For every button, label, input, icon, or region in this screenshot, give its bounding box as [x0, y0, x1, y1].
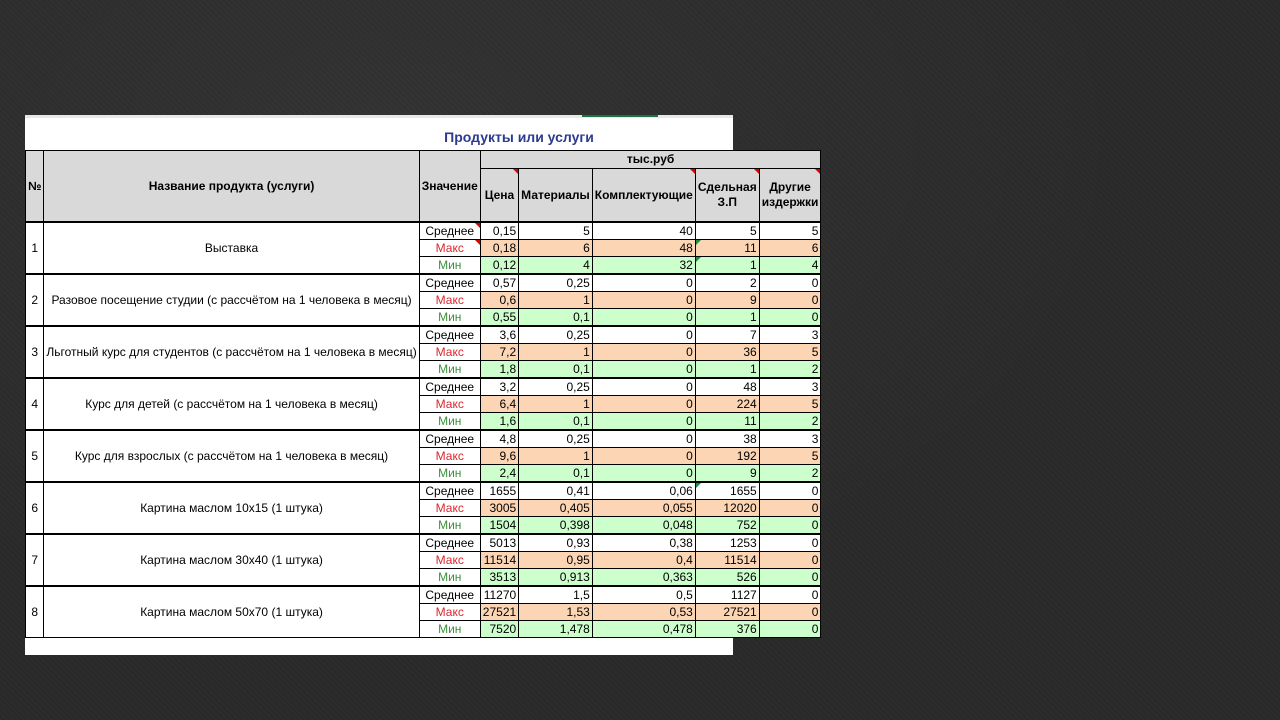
data-cell[interactable]: 6: [759, 240, 821, 257]
table-row: [26, 274, 821, 292]
data-cell[interactable]: 0,53: [592, 604, 695, 621]
value-type-avg[interactable]: Среднее: [419, 378, 480, 396]
header-materials[interactable]: Материалы: [519, 169, 593, 223]
header-piecework[interactable]: Сдельная З.П: [695, 169, 759, 223]
data-cell[interactable]: 0: [759, 482, 821, 500]
data-cell[interactable]: 3: [759, 326, 821, 344]
data-cell[interactable]: 1: [519, 448, 593, 465]
data-cell[interactable]: 4: [519, 257, 593, 275]
data-cell[interactable]: 0: [759, 569, 821, 587]
value-type-max[interactable]: Макс: [419, 344, 480, 361]
data-cell[interactable]: 27521: [480, 604, 518, 621]
data-cell[interactable]: 0,95: [519, 552, 593, 569]
table-row: [26, 378, 821, 396]
data-cell[interactable]: 11270: [480, 586, 518, 604]
data-cell[interactable]: 0,363: [592, 569, 695, 587]
spreadsheet: [25, 115, 819, 655]
value-type-avg[interactable]: Среднее: [419, 534, 480, 552]
data-cell[interactable]: 2: [759, 361, 821, 379]
data-cell[interactable]: 1: [519, 344, 593, 361]
data-cell[interactable]: 0,048: [592, 517, 695, 535]
value-type-min[interactable]: Мин: [419, 465, 480, 483]
value-type-min[interactable]: Мин: [419, 361, 480, 379]
data-cell[interactable]: 0,25: [519, 430, 593, 448]
value-type-min[interactable]: Мин: [419, 621, 480, 638]
data-cell[interactable]: 0: [592, 465, 695, 483]
value-type-avg[interactable]: Среднее: [419, 586, 480, 604]
data-cell[interactable]: 0,4: [592, 552, 695, 569]
data-cell[interactable]: 1,5: [519, 586, 593, 604]
value-type-min[interactable]: Мин: [419, 257, 480, 275]
value-type-avg[interactable]: Среднее: [419, 430, 480, 448]
data-cell[interactable]: 0,41: [519, 482, 593, 500]
product-name[interactable]: Курс для детей (с рассчётом на 1 человека в месяц): [44, 378, 419, 430]
data-cell[interactable]: 4,8: [480, 430, 518, 448]
data-cell[interactable]: 1,53: [519, 604, 593, 621]
value-type-max[interactable]: Макс: [419, 500, 480, 517]
data-cell[interactable]: 0: [592, 430, 695, 448]
data-cell[interactable]: 0: [592, 378, 695, 396]
data-cell[interactable]: 0,6: [480, 292, 518, 309]
value-type-max[interactable]: Макс: [419, 552, 480, 569]
product-name[interactable]: Картина маслом 50х70 (1 штука): [44, 586, 419, 638]
header-other[interactable]: Другие издержки: [759, 169, 821, 223]
data-cell[interactable]: 0: [759, 309, 821, 327]
data-cell[interactable]: 0,055: [592, 500, 695, 517]
data-cell[interactable]: 1: [519, 292, 593, 309]
product-name[interactable]: Картина маслом 10х15 (1 штука): [44, 482, 419, 534]
data-cell[interactable]: 1: [695, 361, 759, 379]
data-cell[interactable]: 0,1: [519, 413, 593, 431]
data-cell[interactable]: 0: [759, 534, 821, 552]
data-cell[interactable]: 1,6: [480, 413, 518, 431]
data-cell[interactable]: 2: [759, 465, 821, 483]
data-cell[interactable]: 2,4: [480, 465, 518, 483]
data-cell[interactable]: 0,1: [519, 361, 593, 379]
header-value[interactable]: Значение: [419, 151, 480, 223]
data-cell[interactable]: 0,405: [519, 500, 593, 517]
product-number[interactable]: 1: [26, 222, 44, 274]
data-cell[interactable]: 0,398: [519, 517, 593, 535]
data-cell[interactable]: 0,5: [592, 586, 695, 604]
data-cell[interactable]: 0,1: [519, 309, 593, 327]
data-cell[interactable]: 0,15: [480, 222, 518, 240]
product-number[interactable]: 4: [26, 378, 44, 430]
data-cell[interactable]: 0,478: [592, 621, 695, 638]
table-row: [26, 534, 821, 552]
value-type-min[interactable]: Мин: [419, 569, 480, 587]
header-num[interactable]: №: [26, 151, 44, 223]
table-row: [26, 222, 821, 240]
value-type-avg[interactable]: Среднее: [419, 274, 480, 292]
data-cell[interactable]: 48: [695, 378, 759, 396]
data-cell[interactable]: 3,6: [480, 326, 518, 344]
data-cell[interactable]: 0: [759, 621, 821, 638]
value-type-max[interactable]: Макс: [419, 240, 480, 257]
data-cell[interactable]: 0: [759, 517, 821, 535]
data-cell[interactable]: 0,1: [519, 465, 593, 483]
data-cell[interactable]: 0,93: [519, 534, 593, 552]
product-name[interactable]: Курс для взрослых (с рассчётом на 1 человека в месяц): [44, 430, 419, 482]
data-cell[interactable]: 11514: [695, 552, 759, 569]
data-cell[interactable]: 0: [759, 292, 821, 309]
product-name[interactable]: Льготный курс для студентов (с рассчётом на 1 человека в месяц): [44, 326, 419, 378]
table-row: [26, 326, 821, 344]
data-cell[interactable]: 3005: [480, 500, 518, 517]
data-cell[interactable]: 6: [519, 240, 593, 257]
product-number[interactable]: 7: [26, 534, 44, 586]
data-cell[interactable]: 1: [695, 309, 759, 327]
header-price[interactable]: Цена: [480, 169, 518, 223]
data-cell[interactable]: 6,4: [480, 396, 518, 413]
data-cell[interactable]: 5: [759, 396, 821, 413]
header-unit[interactable]: тыс.руб: [480, 151, 821, 169]
data-cell[interactable]: 0,913: [519, 569, 593, 587]
value-type-min[interactable]: Мин: [419, 309, 480, 327]
data-cell[interactable]: 0: [592, 292, 695, 309]
data-cell[interactable]: 376: [695, 621, 759, 638]
product-number[interactable]: 5: [26, 430, 44, 482]
data-cell[interactable]: 1,8: [480, 361, 518, 379]
data-cell[interactable]: 1655: [695, 482, 759, 500]
data-cell[interactable]: 1655: [480, 482, 518, 500]
header-components[interactable]: Комплектующие: [592, 169, 695, 223]
table-row: [26, 430, 821, 448]
value-type-max[interactable]: Макс: [419, 448, 480, 465]
header-name[interactable]: Название продукта (услуги): [44, 151, 419, 223]
table-row: [26, 586, 821, 604]
data-cell[interactable]: 0,06: [592, 482, 695, 500]
data-cell[interactable]: 0,18: [480, 240, 518, 257]
value-type-avg[interactable]: Среднее: [419, 222, 480, 240]
data-cell[interactable]: 224: [695, 396, 759, 413]
data-cell[interactable]: 0: [592, 309, 695, 327]
product-name[interactable]: Выставка: [44, 222, 419, 274]
data-cell[interactable]: 0,38: [592, 534, 695, 552]
data-cell[interactable]: 0: [759, 586, 821, 604]
data-cell[interactable]: 48: [592, 240, 695, 257]
data-cell[interactable]: 36: [695, 344, 759, 361]
product-name[interactable]: Картина маслом 30х40 (1 штука): [44, 534, 419, 586]
value-type-min[interactable]: Мин: [419, 517, 480, 535]
product-number[interactable]: 2: [26, 274, 44, 326]
data-cell[interactable]: 2: [759, 413, 821, 431]
value-type-max[interactable]: Макс: [419, 604, 480, 621]
value-type-avg[interactable]: Среднее: [419, 326, 480, 344]
product-number[interactable]: 8: [26, 586, 44, 638]
data-cell[interactable]: 0: [592, 344, 695, 361]
value-type-avg[interactable]: Среднее: [419, 482, 480, 500]
data-cell[interactable]: 2: [695, 274, 759, 292]
data-cell[interactable]: 7520: [480, 621, 518, 638]
data-cell[interactable]: 0: [592, 326, 695, 344]
table-body: [26, 222, 821, 638]
product-number[interactable]: 3: [26, 326, 44, 378]
data-cell[interactable]: 3: [759, 378, 821, 396]
data-cell[interactable]: 1: [519, 396, 593, 413]
data-cell[interactable]: 1127: [695, 586, 759, 604]
data-cell[interactable]: 0: [592, 361, 695, 379]
data-cell[interactable]: 0: [592, 413, 695, 431]
data-cell[interactable]: 1504: [480, 517, 518, 535]
data-cell[interactable]: 32: [592, 257, 695, 275]
data-cell[interactable]: 0: [759, 500, 821, 517]
data-cell[interactable]: 11: [695, 413, 759, 431]
data-cell[interactable]: 5: [759, 344, 821, 361]
data-cell[interactable]: 12020: [695, 500, 759, 517]
data-cell[interactable]: 0,25: [519, 326, 593, 344]
data-cell[interactable]: 3513: [480, 569, 518, 587]
data-cell[interactable]: 40: [592, 222, 695, 240]
data-cell[interactable]: 38: [695, 430, 759, 448]
data-cell[interactable]: 3,2: [480, 378, 518, 396]
value-type-max[interactable]: Макс: [419, 292, 480, 309]
table-row: [26, 482, 821, 500]
data-cell[interactable]: 0: [759, 274, 821, 292]
data-cell[interactable]: 192: [695, 448, 759, 465]
table-title: Продукты или услуги: [444, 129, 594, 145]
data-cell[interactable]: 1253: [695, 534, 759, 552]
data-cell[interactable]: 4: [759, 257, 821, 275]
data-cell[interactable]: 1,478: [519, 621, 593, 638]
data-cell[interactable]: 526: [695, 569, 759, 587]
data-cell[interactable]: 0,25: [519, 378, 593, 396]
selected-column-indicator: [582, 115, 658, 117]
data-cell[interactable]: 0: [592, 274, 695, 292]
data-cell[interactable]: 752: [695, 517, 759, 535]
data-cell[interactable]: 5: [519, 222, 593, 240]
data-cell[interactable]: 11514: [480, 552, 518, 569]
data-cell[interactable]: 0: [592, 396, 695, 413]
data-cell[interactable]: 11: [695, 240, 759, 257]
data-cell[interactable]: 0: [759, 552, 821, 569]
data-cell[interactable]: 3: [759, 430, 821, 448]
data-cell[interactable]: 7: [695, 326, 759, 344]
data-cell[interactable]: 0,55: [480, 309, 518, 327]
data-cell[interactable]: 9: [695, 292, 759, 309]
product-number[interactable]: 6: [26, 482, 44, 534]
data-cell[interactable]: 0: [759, 604, 821, 621]
data-cell[interactable]: 5: [695, 222, 759, 240]
data-cell[interactable]: 5: [759, 448, 821, 465]
data-cell[interactable]: 9: [695, 465, 759, 483]
data-cell[interactable]: 5: [759, 222, 821, 240]
data-cell[interactable]: 0,57: [480, 274, 518, 292]
data-cell[interactable]: 0: [592, 448, 695, 465]
products-table: [25, 150, 821, 638]
data-cell[interactable]: 0,25: [519, 274, 593, 292]
data-cell[interactable]: 7,2: [480, 344, 518, 361]
data-cell[interactable]: 27521: [695, 604, 759, 621]
value-type-max[interactable]: Макс: [419, 396, 480, 413]
data-cell[interactable]: 0,12: [480, 257, 518, 275]
data-cell[interactable]: 9,6: [480, 448, 518, 465]
data-cell[interactable]: 5013: [480, 534, 518, 552]
value-type-min[interactable]: Мин: [419, 413, 480, 431]
data-cell[interactable]: 1: [695, 257, 759, 275]
product-name[interactable]: Разовое посещение студии (с рассчётом на 1 человека в месяц): [44, 274, 419, 326]
